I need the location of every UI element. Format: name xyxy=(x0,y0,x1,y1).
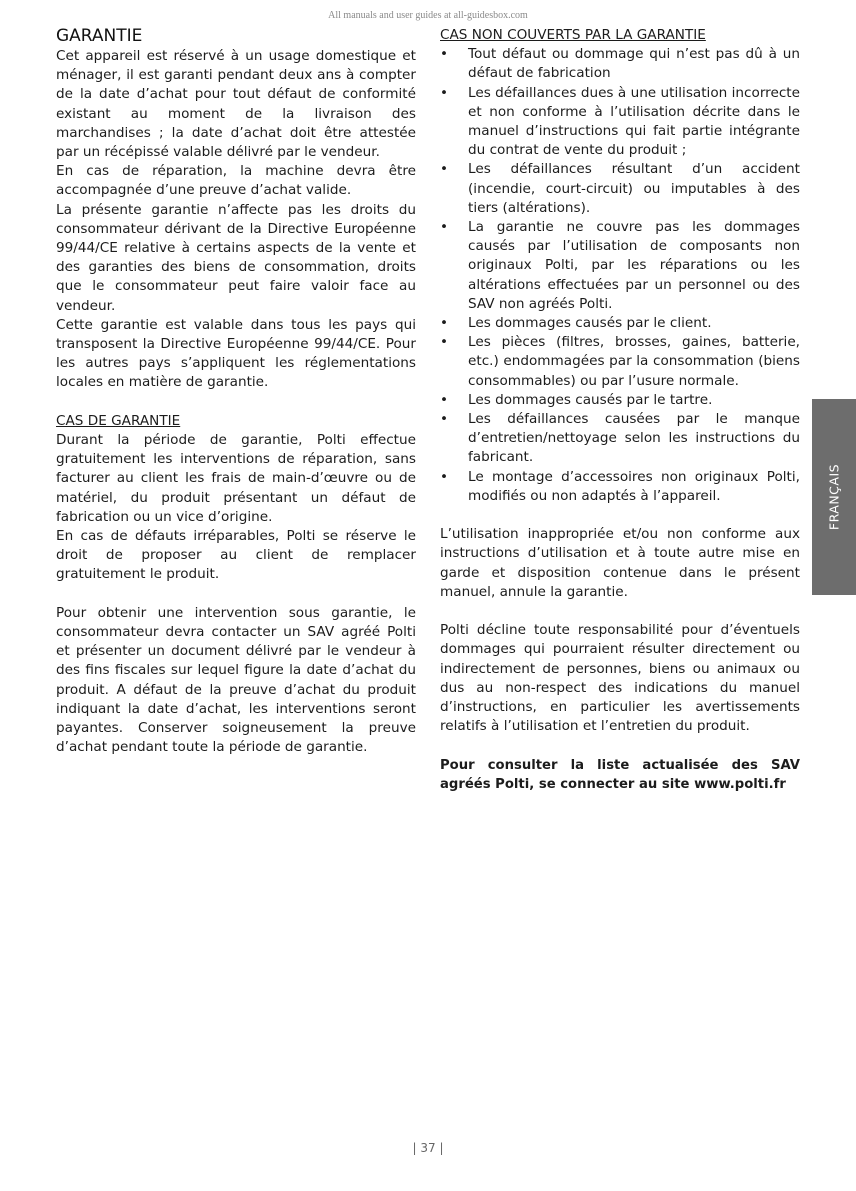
list-item: • Tout défaut ou dommage qui n’est pas dû à un défaut de fabrication xyxy=(440,46,800,82)
section-heading-cas-de-garantie: CAS DE GARANTIE xyxy=(56,412,181,429)
bullet-icon: • xyxy=(440,315,449,332)
list-item: • Les défaillances causées par le manque d’entretien/nettoyage selon les instructions du fabricant. xyxy=(440,411,800,466)
right-column xyxy=(440,26,800,794)
language-tab xyxy=(812,399,856,595)
bullet-icon: • xyxy=(440,411,449,428)
bullet-icon: • xyxy=(440,468,449,485)
list-item: • Le montage d’accessoires non originaux Polti, modifiés ou non adaptés à l’appareil. xyxy=(440,468,800,504)
liability-paragraph: Polti décline toute responsabilité pour d’éventuels dommages qui pourraient résulter directement ou indirectement de personnes, biens ou animaux ou dus au non-respect des indications du manuel d’instructions, en particulier les avertissements relatifs à l’utilisation et l’entretien du produit. xyxy=(440,622,800,735)
list-item: • Les pièces (filtres, brosses, gaines, batterie, etc.) endommagées par la consommation (biens consommables) ou par l’usure normale. xyxy=(440,334,800,389)
intro-paragraph: Cet appareil est réservé à un usage domestique et ménager, il est garanti pendant deux ans à compter de la date d’achat pour tout défaut de conformité existant au moment de la livraison des marchandises ; la date d’achat doit être attestée par un récépissé valable délivré par le vendeur. xyxy=(56,48,416,161)
page-title: GARANTIE xyxy=(56,26,143,46)
bullet-icon: • xyxy=(440,391,449,408)
list-item: • Les défaillances dues à une utilisation incorrecte et non conforme à l’utilisation décrite dans le manuel d’instructions qui fait partie intégrante du contrat de vente du produit ; xyxy=(440,84,800,159)
bullet-icon: • xyxy=(440,334,449,351)
section-heading-non-couverts: CAS NON COUVERTS PAR LA GARANTIE xyxy=(440,27,706,43)
bullet-icon: • xyxy=(440,219,449,236)
list-item: • La garantie ne couvre pas les dommages causés par l’utilisation de composants non originaux Polti, par les réparations ou les altérations effectuées par un personnel ou des SAV non agréés Polti. xyxy=(440,219,800,312)
cases-paragraph: En cas de défauts irréparables, Polti se réserve le droit de proposer au client de remplacer gratuitement le produit. xyxy=(56,528,416,583)
list-item: • Les dommages causés par le client. xyxy=(440,314,800,333)
list-item: • Les dommages causés par le tartre. xyxy=(440,391,800,410)
bullet-icon: • xyxy=(440,84,449,101)
cases-paragraph: Durant la période de garantie, Polti effectue gratuitement les interventions de réparation, sans facturer au client les frais de main-d’œuvre ou de matériel, du produit présentant un défaut de fabrication ou un vice d’origine. xyxy=(56,432,416,525)
consult-service-centers-note: Pour consulter la liste actualisée des SAV agréés Polti, se connecter au site www.polti.fr xyxy=(440,757,800,792)
intro-paragraph: La présente garantie n’affecte pas les droits du consommateur dérivant de la Directive Européenne 99/44/CE relative à certains aspects de la vente et des garanties des biens de consommation, droits que le consommateur peut faire valoir face au vendeur. xyxy=(56,201,416,314)
watermark-text: All manuals and user guides at all-guidesbox.com xyxy=(328,10,528,21)
list-item: • Les défaillances résultant d’un accident (incendie, court-circuit) ou imputables à des tiers (altérations). xyxy=(440,161,800,216)
misuse-paragraph: L’utilisation inappropriée et/ou non conforme aux instructions d’utilisation et à toute autre mise en garde et disposition contenue dans le présent manuel, annule la garantie. xyxy=(440,526,800,600)
bullet-icon: • xyxy=(440,46,449,63)
page-number: | 37 | xyxy=(412,1141,444,1155)
language-tab-label: FRANÇAIS xyxy=(826,463,842,531)
bullet-icon: • xyxy=(440,161,449,178)
intro-paragraph: En cas de réparation, la machine devra être accompagnée d’une preuve d’achat valide. xyxy=(56,163,416,199)
intro-paragraph: Cette garantie est valable dans tous les pays qui transposent la Directive Européenne 99/44/CE. Pour les autres pays s’appliquent les réglementations locales en matière de garantie. xyxy=(56,316,416,391)
obtain-service-paragraph: Pour obtenir une intervention sous garantie, le consommateur devra contacter un SAV agréé Polti et présenter un document délivré par le vendeur à des fins fiscales sur lequel figure la date d’achat du produit. A défaut de la preuve d’achat du produit indiquant la date d’achat, les interventions seront payantes. Conserver soigneusement la preuve d’achat pendant toute la période de garantie. xyxy=(56,604,416,756)
exclusions-list xyxy=(440,45,800,506)
left-column xyxy=(56,26,416,757)
